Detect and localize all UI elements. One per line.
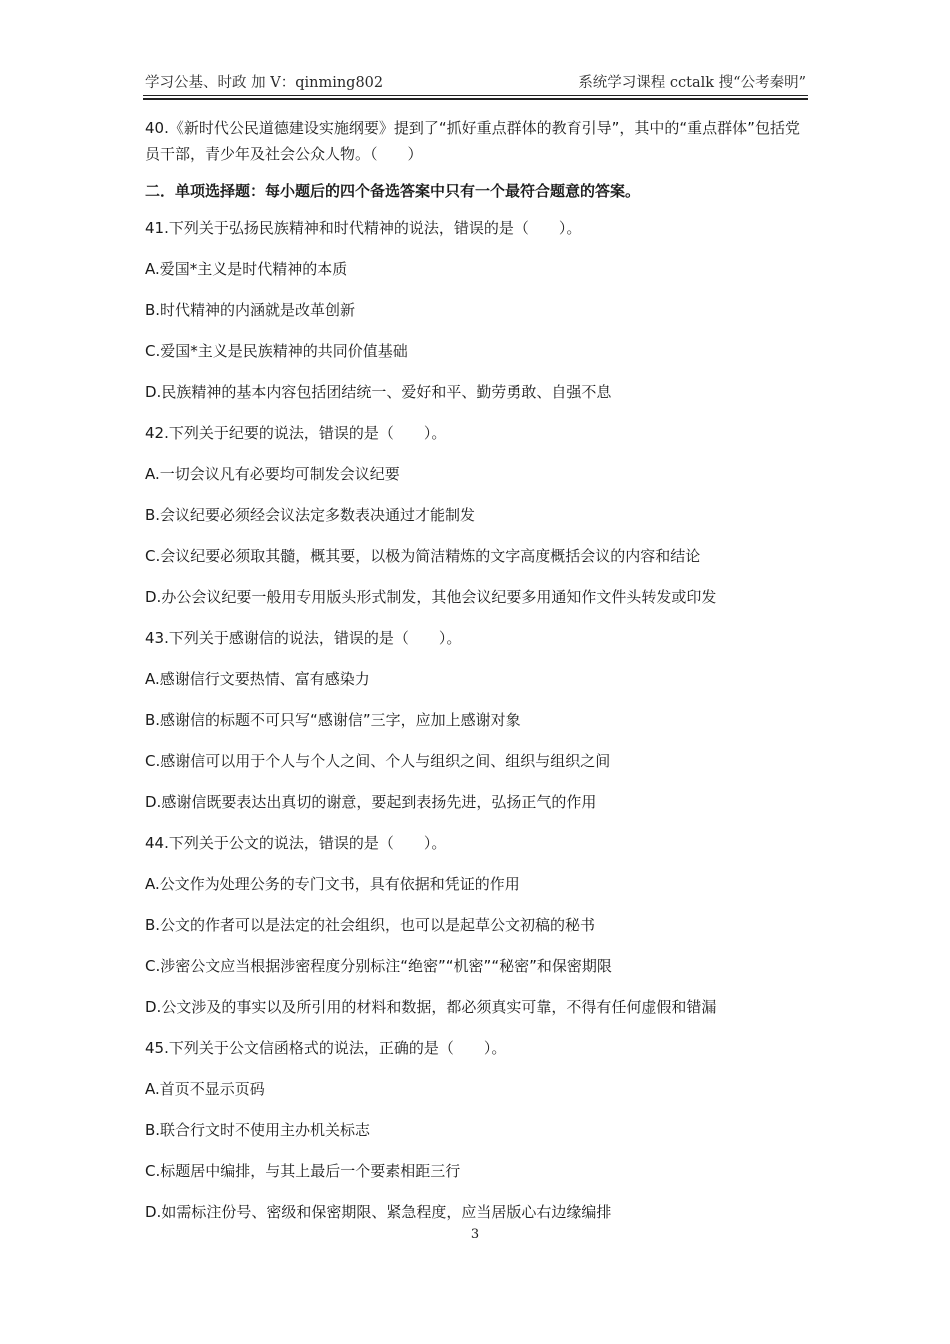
question-45-option-d: D.如需标注份号、密级和保密期限、紧急程度，应当居版心右边缘编排: [145, 1203, 612, 1221]
question-41-option-a: A.爱国*主义是时代精神的本质: [145, 260, 348, 278]
page-number: 3: [470, 1227, 480, 1242]
question-44-option-c: C.涉密公文应当根据涉密程度分别标注“绝密”“机密”“秘密”和保密期限: [145, 957, 612, 975]
question-42-option-a: A.一切会议凡有必要均可制发会议纪要: [145, 465, 400, 483]
header-divider-thick: [143, 98, 808, 100]
section-title: 二．单项选择题：每小题后的四个备选答案中只有一个最符合题意的答案。: [145, 182, 641, 200]
question-43-option-c: C.感谢信可以用于个人与个人之间、个人与组织之间、组织与组织之间: [145, 752, 611, 770]
question-43-stem: 43.下列关于感谢信的说法，错误的是（ ）。: [145, 629, 462, 647]
question-45-option-c: C.标题居中编排，与其上最后一个要素相距三行: [145, 1162, 461, 1180]
question-45-option-a: A.首页不显示页码: [145, 1080, 265, 1098]
question-42-stem: 42.下列关于纪要的说法，错误的是（ ）。: [145, 424, 447, 442]
question-44-option-d: D.公文涉及的事实以及所引用的材料和数据，都必须真实可靠，不得有任何虚假和错漏: [145, 998, 717, 1016]
document-body: [145, 115, 810, 1240]
question-44-option-b: B.公文的作者可以是法定的社会组织，也可以是起草公文初稿的秘书: [145, 916, 596, 934]
question-45-stem: 45.下列关于公文信函格式的说法，正确的是（ ）。: [145, 1039, 507, 1057]
question-42-option-b: B.会议纪要必须经会议法定多数表决通过才能制发: [145, 506, 476, 524]
question-41-option-b: B.时代精神的内涵就是改革创新: [145, 301, 356, 319]
question-43-option-b: B.感谢信的标题不可只写“感谢信”三字，应加上感谢对象: [145, 711, 521, 729]
header-divider-thin: [143, 95, 808, 96]
header-left-text: 学习公基、时政 加 V：qinming802: [145, 75, 384, 91]
question-43-option-d: D.感谢信既要表达出真切的谢意，要起到表扬先进，弘扬正气的作用: [145, 793, 597, 811]
question-40: 40.《新时代公民道德建设实施纲要》提到了“抓好重点群体的教育引导”，其中的“重点群体”包括党员干部，青少年及社会公众人物。（ ）: [145, 119, 800, 163]
header-right-text: 系统学习课程 cctalk 搜“公考秦明”: [578, 75, 806, 91]
page-header: [143, 69, 808, 93]
question-41-option-c: C.爱国*主义是民族精神的共同价值基础: [145, 342, 408, 360]
question-41-option-d: D.民族精神的基本内容包括团结统一、爱好和平、勤劳勇敢、自强不息: [145, 383, 612, 401]
question-42-option-c: C.会议纪要必须取其髓，概其要，以极为简洁精炼的文字高度概括会议的内容和结论: [145, 547, 701, 565]
question-44-stem: 44.下列关于公文的说法，错误的是（ ）。: [145, 834, 447, 852]
question-45-option-b: B.联合行文时不使用主办机关标志: [145, 1121, 371, 1139]
question-44-option-a: A.公文作为处理公务的专门文书，具有依据和凭证的作用: [145, 875, 520, 893]
question-43-option-a: A.感谢信行文要热情、富有感染力: [145, 670, 370, 688]
question-41-stem: 41.下列关于弘扬民族精神和时代精神的说法，错误的是（ ）。: [145, 219, 582, 237]
question-42-option-d: D.办公会议纪要一般用专用版头形式制发，其他会议纪要多用通知作文件头转发或印发: [145, 588, 717, 606]
